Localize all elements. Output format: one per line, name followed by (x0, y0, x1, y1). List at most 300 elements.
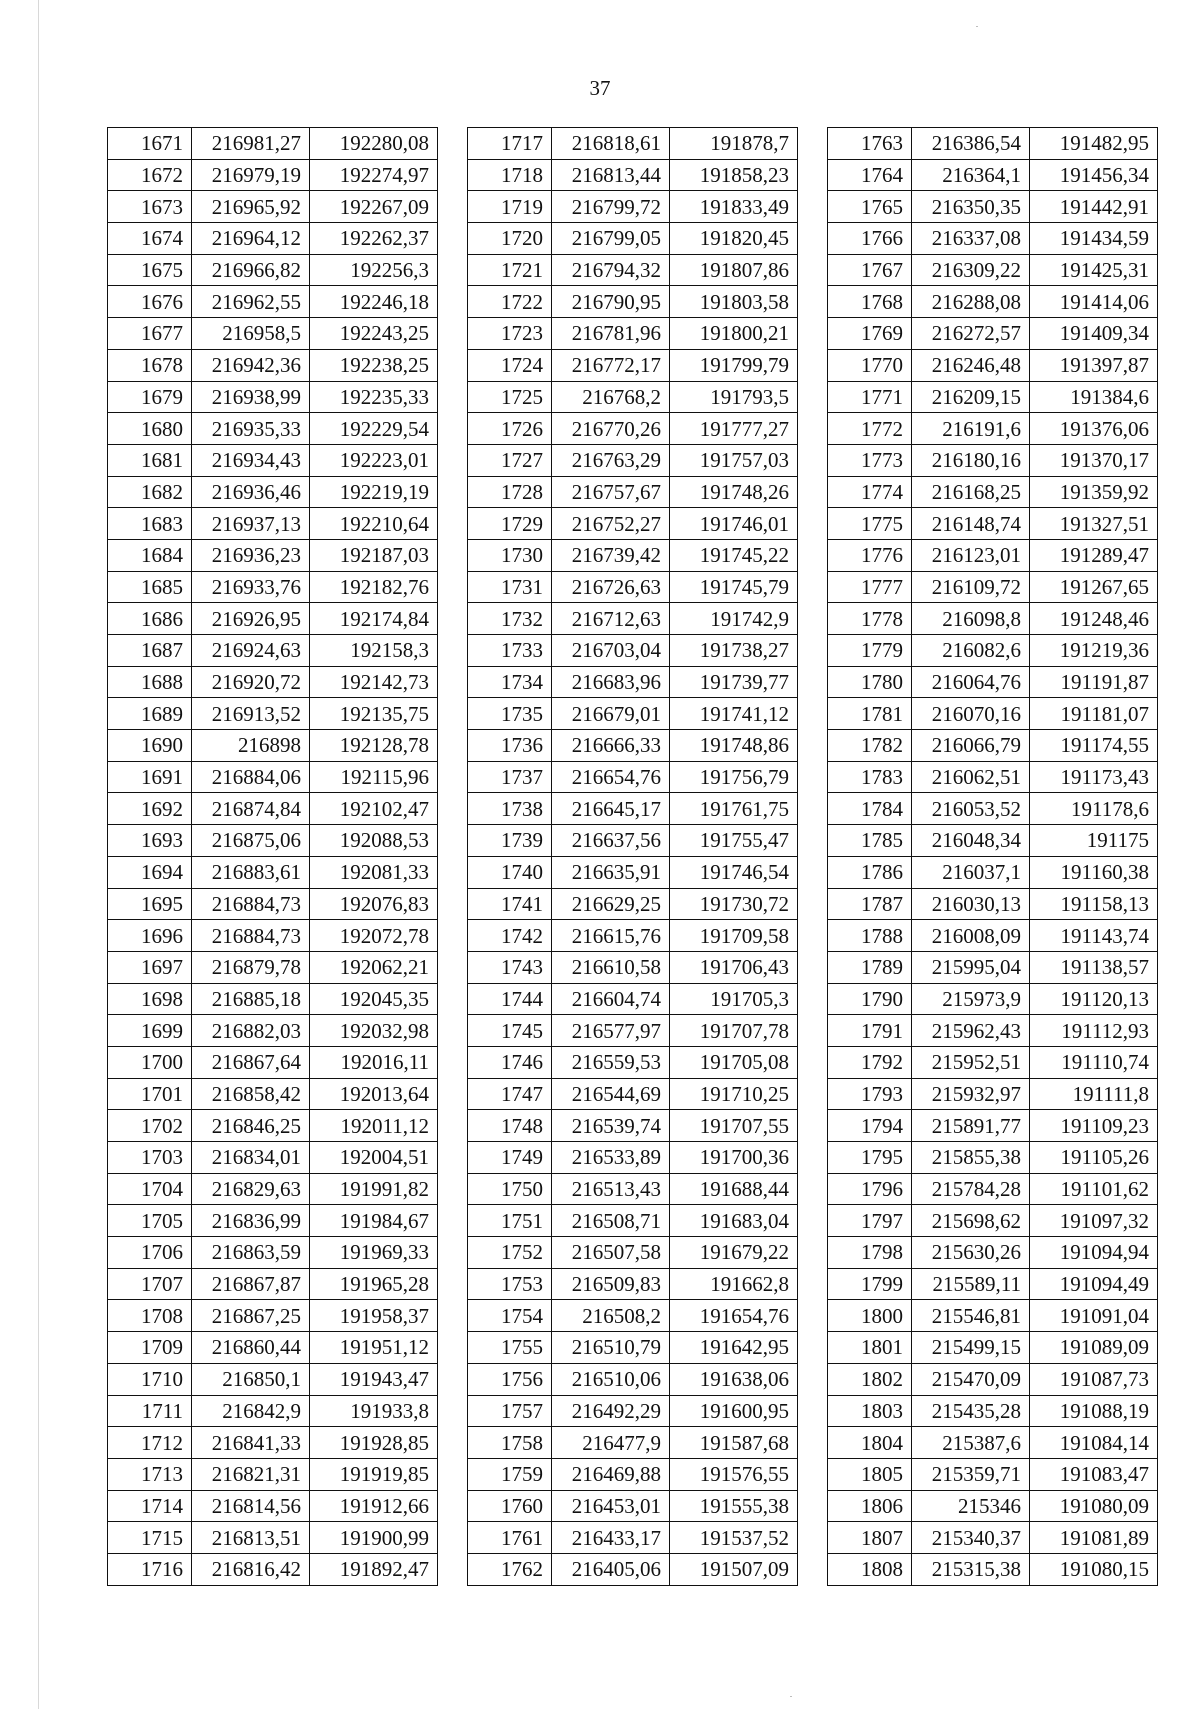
point-number-cell: 1730 (468, 539, 552, 571)
x-coordinate-cell: 216836,99 (192, 1205, 310, 1237)
table-row (468, 571, 798, 603)
table-row (468, 1237, 798, 1269)
x-coordinate-cell: 216637,56 (552, 825, 670, 857)
y-coordinate-cell: 191158,13 (1030, 888, 1158, 920)
y-coordinate-cell: 191456,34 (1030, 159, 1158, 191)
y-coordinate-cell: 192210,64 (310, 508, 438, 540)
point-number-cell: 1737 (468, 761, 552, 793)
y-coordinate-cell: 191951,12 (310, 1332, 438, 1364)
y-coordinate-cell: 192280,08 (310, 128, 438, 160)
coordinate-table-1 (107, 127, 438, 1586)
x-coordinate-cell: 215932,97 (912, 1078, 1030, 1110)
point-number-cell: 1799 (828, 1268, 912, 1300)
point-number-cell: 1675 (108, 254, 192, 286)
y-coordinate-cell: 191088,19 (1030, 1395, 1158, 1427)
point-number-cell: 1685 (108, 571, 192, 603)
x-coordinate-cell: 216288,08 (912, 286, 1030, 318)
y-coordinate-cell: 191761,75 (670, 793, 798, 825)
table-row (108, 286, 438, 318)
point-number-cell: 1694 (108, 856, 192, 888)
x-coordinate-cell: 216867,64 (192, 1046, 310, 1078)
table-row (108, 603, 438, 635)
y-coordinate-cell: 191409,34 (1030, 318, 1158, 350)
table-row (828, 508, 1158, 540)
x-coordinate-cell: 216884,73 (192, 920, 310, 952)
point-number-cell: 1703 (108, 1142, 192, 1174)
y-coordinate-cell: 191081,89 (1030, 1522, 1158, 1554)
x-coordinate-cell: 216364,1 (912, 159, 1030, 191)
y-coordinate-cell: 191576,55 (670, 1458, 798, 1490)
y-coordinate-cell: 191984,67 (310, 1205, 438, 1237)
table-row (108, 1300, 438, 1332)
table-row (468, 1205, 798, 1237)
x-coordinate-cell: 216615,76 (552, 920, 670, 952)
x-coordinate-cell: 215470,09 (912, 1363, 1030, 1395)
table-row (108, 666, 438, 698)
y-coordinate-cell: 191803,58 (670, 286, 798, 318)
y-coordinate-cell: 192128,78 (310, 730, 438, 762)
table-row (468, 413, 798, 445)
table-row (468, 318, 798, 350)
x-coordinate-cell: 216834,01 (192, 1142, 310, 1174)
point-number-cell: 1733 (468, 635, 552, 667)
point-number-cell: 1709 (108, 1332, 192, 1364)
point-number-cell: 1706 (108, 1237, 192, 1269)
table-row (828, 1490, 1158, 1522)
table-row (108, 920, 438, 952)
table-row (468, 825, 798, 857)
y-coordinate-cell: 191688,44 (670, 1173, 798, 1205)
table-row (468, 951, 798, 983)
table-row (108, 1173, 438, 1205)
table-row (468, 539, 798, 571)
y-coordinate-cell: 192158,3 (310, 635, 438, 667)
y-coordinate-cell: 191083,47 (1030, 1458, 1158, 1490)
point-number-cell: 1684 (108, 539, 192, 571)
x-coordinate-cell: 216938,99 (192, 381, 310, 413)
table-row (828, 1300, 1158, 1332)
y-coordinate-cell: 191900,99 (310, 1522, 438, 1554)
y-coordinate-cell: 191397,87 (1030, 349, 1158, 381)
table-row (828, 983, 1158, 1015)
x-coordinate-cell: 216962,55 (192, 286, 310, 318)
point-number-cell: 1731 (468, 571, 552, 603)
y-coordinate-cell: 192115,96 (310, 761, 438, 793)
y-coordinate-cell: 192256,3 (310, 254, 438, 286)
x-coordinate-cell: 216867,25 (192, 1300, 310, 1332)
x-coordinate-cell: 216082,6 (912, 635, 1030, 667)
x-coordinate-cell: 216813,51 (192, 1522, 310, 1554)
point-number-cell: 1716 (108, 1553, 192, 1585)
x-coordinate-cell: 215359,71 (912, 1458, 1030, 1490)
point-number-cell: 1800 (828, 1300, 912, 1332)
y-coordinate-cell: 191958,37 (310, 1300, 438, 1332)
x-coordinate-cell: 216884,06 (192, 761, 310, 793)
x-coordinate-cell: 216666,33 (552, 730, 670, 762)
point-number-cell: 1711 (108, 1395, 192, 1427)
y-coordinate-cell: 191191,87 (1030, 666, 1158, 698)
point-number-cell: 1797 (828, 1205, 912, 1237)
point-number-cell: 1691 (108, 761, 192, 793)
point-number-cell: 1776 (828, 539, 912, 571)
y-coordinate-cell: 191097,32 (1030, 1205, 1158, 1237)
point-number-cell: 1692 (108, 793, 192, 825)
y-coordinate-cell: 191746,54 (670, 856, 798, 888)
point-number-cell: 1771 (828, 381, 912, 413)
point-number-cell: 1769 (828, 318, 912, 350)
table-row (108, 191, 438, 223)
x-coordinate-cell: 216645,17 (552, 793, 670, 825)
table-row (828, 1522, 1158, 1554)
y-coordinate-cell: 191820,45 (670, 223, 798, 255)
point-number-cell: 1740 (468, 856, 552, 888)
table-row (468, 603, 798, 635)
x-coordinate-cell: 216875,06 (192, 825, 310, 857)
y-coordinate-cell: 191807,86 (670, 254, 798, 286)
point-number-cell: 1688 (108, 666, 192, 698)
table-row (468, 1553, 798, 1585)
point-number-cell: 1701 (108, 1078, 192, 1110)
table-row (828, 1237, 1158, 1269)
table-row (108, 730, 438, 762)
point-number-cell: 1798 (828, 1237, 912, 1269)
table-row (828, 1173, 1158, 1205)
y-coordinate-cell: 192011,12 (310, 1110, 438, 1142)
y-coordinate-cell: 191892,47 (310, 1553, 438, 1585)
point-number-cell: 1681 (108, 444, 192, 476)
coordinate-table-2 (467, 127, 798, 1586)
y-coordinate-cell: 192274,97 (310, 159, 438, 191)
y-coordinate-cell: 192223,01 (310, 444, 438, 476)
point-number-cell: 1744 (468, 983, 552, 1015)
y-coordinate-cell: 191178,6 (1030, 793, 1158, 825)
y-coordinate-cell: 191112,93 (1030, 1015, 1158, 1047)
x-coordinate-cell: 216272,57 (912, 318, 1030, 350)
table-row (108, 1268, 438, 1300)
y-coordinate-cell: 191777,27 (670, 413, 798, 445)
table-row (468, 381, 798, 413)
x-coordinate-cell: 216874,84 (192, 793, 310, 825)
table-row (468, 793, 798, 825)
x-coordinate-cell: 216453,01 (552, 1490, 670, 1522)
x-coordinate-cell: 216507,58 (552, 1237, 670, 1269)
x-coordinate-cell: 215784,28 (912, 1173, 1030, 1205)
point-number-cell: 1761 (468, 1522, 552, 1554)
x-coordinate-cell: 216926,95 (192, 603, 310, 635)
x-coordinate-cell: 216610,58 (552, 951, 670, 983)
table-row (828, 349, 1158, 381)
table-row (108, 444, 438, 476)
y-coordinate-cell: 191080,09 (1030, 1490, 1158, 1522)
point-number-cell: 1789 (828, 951, 912, 983)
point-number-cell: 1747 (468, 1078, 552, 1110)
y-coordinate-cell: 191738,27 (670, 635, 798, 667)
point-number-cell: 1770 (828, 349, 912, 381)
point-number-cell: 1757 (468, 1395, 552, 1427)
point-number-cell: 1792 (828, 1046, 912, 1078)
point-number-cell: 1725 (468, 381, 552, 413)
table-row (828, 286, 1158, 318)
x-coordinate-cell: 216510,79 (552, 1332, 670, 1364)
y-coordinate-cell: 191928,85 (310, 1427, 438, 1459)
point-number-cell: 1807 (828, 1522, 912, 1554)
y-coordinate-cell: 191359,92 (1030, 476, 1158, 508)
table-row (108, 1490, 438, 1522)
table-row (108, 381, 438, 413)
x-coordinate-cell: 216936,23 (192, 539, 310, 571)
point-number-cell: 1673 (108, 191, 192, 223)
point-number-cell: 1750 (468, 1173, 552, 1205)
table-row (108, 539, 438, 571)
point-number-cell: 1758 (468, 1427, 552, 1459)
y-coordinate-cell: 192262,37 (310, 223, 438, 255)
point-number-cell: 1768 (828, 286, 912, 318)
table-row (828, 1268, 1158, 1300)
y-coordinate-cell: 191425,31 (1030, 254, 1158, 286)
y-coordinate-cell: 191833,49 (670, 191, 798, 223)
x-coordinate-cell: 216703,04 (552, 635, 670, 667)
x-coordinate-cell: 216799,05 (552, 223, 670, 255)
point-number-cell: 1693 (108, 825, 192, 857)
y-coordinate-cell: 191709,58 (670, 920, 798, 952)
x-coordinate-cell: 216937,13 (192, 508, 310, 540)
y-coordinate-cell: 191730,72 (670, 888, 798, 920)
x-coordinate-cell: 216882,03 (192, 1015, 310, 1047)
table-row (108, 1363, 438, 1395)
point-number-cell: 1713 (108, 1458, 192, 1490)
y-coordinate-cell: 191705,08 (670, 1046, 798, 1078)
table-row (468, 1046, 798, 1078)
table-row (828, 1205, 1158, 1237)
point-number-cell: 1717 (468, 128, 552, 160)
point-number-cell: 1775 (828, 508, 912, 540)
y-coordinate-cell: 192004,51 (310, 1142, 438, 1174)
x-coordinate-cell: 216309,22 (912, 254, 1030, 286)
table-row (468, 761, 798, 793)
point-number-cell: 1699 (108, 1015, 192, 1047)
y-coordinate-cell: 191091,04 (1030, 1300, 1158, 1332)
y-coordinate-cell: 191507,09 (670, 1553, 798, 1585)
point-number-cell: 1672 (108, 159, 192, 191)
table-row (468, 1142, 798, 1174)
point-number-cell: 1714 (108, 1490, 192, 1522)
y-coordinate-cell: 191878,7 (670, 128, 798, 160)
y-coordinate-cell: 191289,47 (1030, 539, 1158, 571)
point-number-cell: 1788 (828, 920, 912, 952)
table-row (828, 825, 1158, 857)
point-number-cell: 1748 (468, 1110, 552, 1142)
x-coordinate-cell: 216191,6 (912, 413, 1030, 445)
table-row (828, 888, 1158, 920)
y-coordinate-cell: 191679,22 (670, 1237, 798, 1269)
y-coordinate-cell: 191745,79 (670, 571, 798, 603)
y-coordinate-cell: 192013,64 (310, 1078, 438, 1110)
y-coordinate-cell: 192016,11 (310, 1046, 438, 1078)
x-coordinate-cell: 216539,74 (552, 1110, 670, 1142)
y-coordinate-cell: 191742,9 (670, 603, 798, 635)
y-coordinate-cell: 191094,94 (1030, 1237, 1158, 1269)
x-coordinate-cell: 216757,67 (552, 476, 670, 508)
x-coordinate-cell: 216860,44 (192, 1332, 310, 1364)
x-coordinate-cell: 216513,43 (552, 1173, 670, 1205)
point-number-cell: 1705 (108, 1205, 192, 1237)
point-number-cell: 1803 (828, 1395, 912, 1427)
x-coordinate-cell: 215315,38 (912, 1553, 1030, 1585)
table-row (108, 413, 438, 445)
point-number-cell: 1682 (108, 476, 192, 508)
x-coordinate-cell: 216739,42 (552, 539, 670, 571)
y-coordinate-cell: 191700,36 (670, 1142, 798, 1174)
x-coordinate-cell: 216037,1 (912, 856, 1030, 888)
table-row (108, 1110, 438, 1142)
x-coordinate-cell: 216934,43 (192, 444, 310, 476)
table-row (108, 349, 438, 381)
x-coordinate-cell: 216654,76 (552, 761, 670, 793)
point-number-cell: 1678 (108, 349, 192, 381)
table-row (108, 983, 438, 1015)
y-coordinate-cell: 191160,38 (1030, 856, 1158, 888)
table-row (108, 698, 438, 730)
x-coordinate-cell: 216813,44 (552, 159, 670, 191)
table-row (468, 1332, 798, 1364)
y-coordinate-cell: 191912,66 (310, 1490, 438, 1522)
point-number-cell: 1782 (828, 730, 912, 762)
x-coordinate-cell: 215340,37 (912, 1522, 1030, 1554)
x-coordinate-cell: 216981,27 (192, 128, 310, 160)
point-number-cell: 1765 (828, 191, 912, 223)
point-number-cell: 1726 (468, 413, 552, 445)
table-row (468, 349, 798, 381)
y-coordinate-cell: 192174,84 (310, 603, 438, 635)
x-coordinate-cell: 216469,88 (552, 1458, 670, 1490)
point-number-cell: 1719 (468, 191, 552, 223)
y-coordinate-cell: 191705,3 (670, 983, 798, 1015)
x-coordinate-cell: 216768,2 (552, 381, 670, 413)
point-number-cell: 1767 (828, 254, 912, 286)
table-row (108, 508, 438, 540)
y-coordinate-cell: 191370,17 (1030, 444, 1158, 476)
point-number-cell: 1787 (828, 888, 912, 920)
point-number-cell: 1738 (468, 793, 552, 825)
table-row (108, 825, 438, 857)
table-row (468, 1427, 798, 1459)
y-coordinate-cell: 191094,49 (1030, 1268, 1158, 1300)
point-number-cell: 1718 (468, 159, 552, 191)
x-coordinate-cell: 216942,36 (192, 349, 310, 381)
x-coordinate-cell: 216966,82 (192, 254, 310, 286)
y-coordinate-cell: 191138,57 (1030, 951, 1158, 983)
y-coordinate-cell: 191174,55 (1030, 730, 1158, 762)
point-number-cell: 1732 (468, 603, 552, 635)
point-number-cell: 1712 (108, 1427, 192, 1459)
y-coordinate-cell: 191120,13 (1030, 983, 1158, 1015)
table-row (468, 508, 798, 540)
table-row (828, 603, 1158, 635)
y-coordinate-cell: 191793,5 (670, 381, 798, 413)
point-number-cell: 1808 (828, 1553, 912, 1585)
table-row (108, 635, 438, 667)
x-coordinate-cell: 216863,59 (192, 1237, 310, 1269)
point-number-cell: 1755 (468, 1332, 552, 1364)
table-row (108, 1458, 438, 1490)
x-coordinate-cell: 216964,12 (192, 223, 310, 255)
table-row (468, 666, 798, 698)
point-number-cell: 1801 (828, 1332, 912, 1364)
table-row (108, 571, 438, 603)
point-number-cell: 1745 (468, 1015, 552, 1047)
y-coordinate-cell: 191219,36 (1030, 635, 1158, 667)
x-coordinate-cell: 216867,87 (192, 1268, 310, 1300)
table-row (828, 1395, 1158, 1427)
x-coordinate-cell: 216979,19 (192, 159, 310, 191)
x-coordinate-cell: 216577,97 (552, 1015, 670, 1047)
y-coordinate-cell: 191087,73 (1030, 1363, 1158, 1395)
table-row (468, 856, 798, 888)
y-coordinate-cell: 191943,47 (310, 1363, 438, 1395)
x-coordinate-cell: 216386,54 (912, 128, 1030, 160)
table-row (828, 761, 1158, 793)
y-coordinate-cell: 191143,74 (1030, 920, 1158, 952)
x-coordinate-cell: 216508,2 (552, 1300, 670, 1332)
x-coordinate-cell: 216790,95 (552, 286, 670, 318)
x-coordinate-cell: 215589,11 (912, 1268, 1030, 1300)
y-coordinate-cell: 192102,47 (310, 793, 438, 825)
x-coordinate-cell: 216794,32 (552, 254, 670, 286)
x-coordinate-cell: 216064,76 (912, 666, 1030, 698)
point-number-cell: 1794 (828, 1110, 912, 1142)
y-coordinate-cell: 191111,8 (1030, 1078, 1158, 1110)
point-number-cell: 1754 (468, 1300, 552, 1332)
x-coordinate-cell: 216559,53 (552, 1046, 670, 1078)
point-number-cell: 1743 (468, 951, 552, 983)
x-coordinate-cell: 216913,52 (192, 698, 310, 730)
point-number-cell: 1683 (108, 508, 192, 540)
y-coordinate-cell: 191748,26 (670, 476, 798, 508)
point-number-cell: 1735 (468, 698, 552, 730)
y-coordinate-cell: 191638,06 (670, 1363, 798, 1395)
x-coordinate-cell: 215346 (912, 1490, 1030, 1522)
y-coordinate-cell: 192187,03 (310, 539, 438, 571)
x-coordinate-cell: 216098,8 (912, 603, 1030, 635)
table-row (828, 318, 1158, 350)
table-row (108, 1142, 438, 1174)
point-number-cell: 1762 (468, 1553, 552, 1585)
point-number-cell: 1708 (108, 1300, 192, 1332)
point-number-cell: 1773 (828, 444, 912, 476)
y-coordinate-cell: 192135,75 (310, 698, 438, 730)
point-number-cell: 1763 (828, 128, 912, 160)
y-coordinate-cell: 191089,09 (1030, 1332, 1158, 1364)
table-row (828, 635, 1158, 667)
x-coordinate-cell: 216770,26 (552, 413, 670, 445)
y-coordinate-cell: 191587,68 (670, 1427, 798, 1459)
point-number-cell: 1795 (828, 1142, 912, 1174)
table-row (828, 1078, 1158, 1110)
point-number-cell: 1698 (108, 983, 192, 1015)
table-row (468, 254, 798, 286)
x-coordinate-cell: 216842,9 (192, 1395, 310, 1427)
table-row (828, 1015, 1158, 1047)
y-coordinate-cell: 191110,74 (1030, 1046, 1158, 1078)
table-row (828, 539, 1158, 571)
x-coordinate-cell: 216066,79 (912, 730, 1030, 762)
y-coordinate-cell: 191757,03 (670, 444, 798, 476)
y-coordinate-cell: 191173,43 (1030, 761, 1158, 793)
x-coordinate-cell: 216841,33 (192, 1427, 310, 1459)
x-coordinate-cell: 216679,01 (552, 698, 670, 730)
y-coordinate-cell: 191101,62 (1030, 1173, 1158, 1205)
point-number-cell: 1753 (468, 1268, 552, 1300)
